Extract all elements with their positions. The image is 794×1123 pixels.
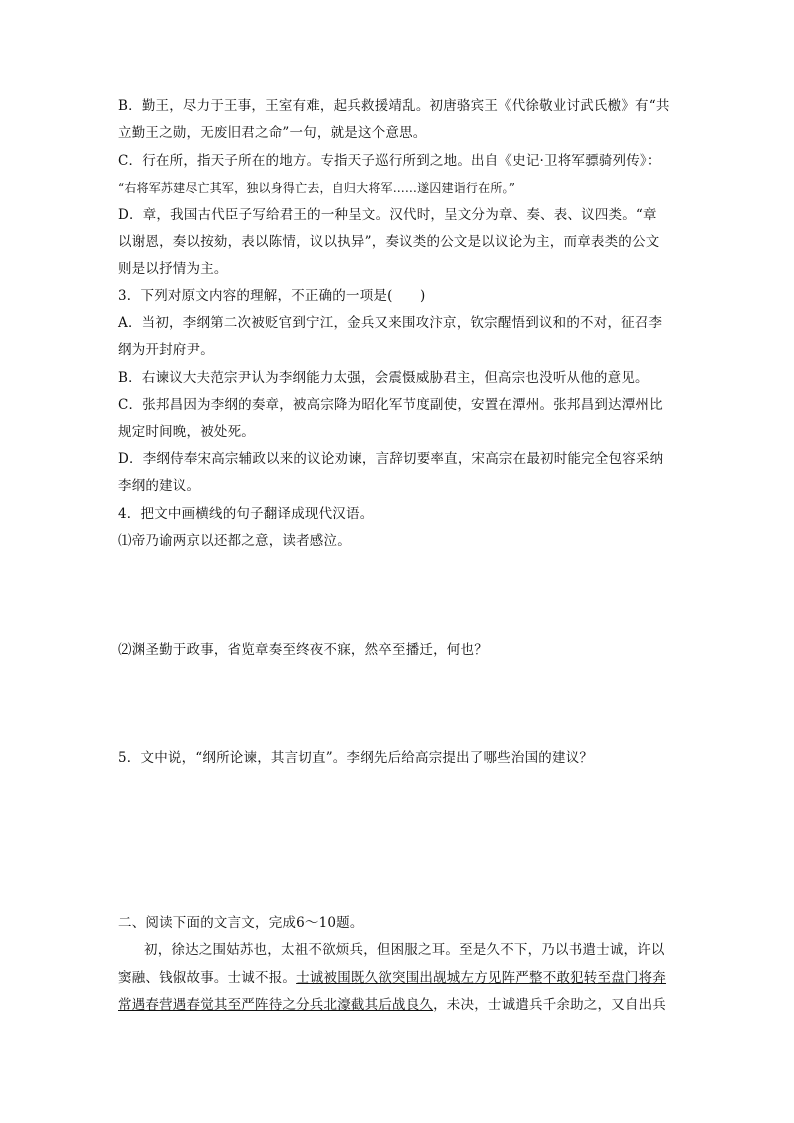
part-2-title: 二、阅读下面的文言文，完成6～10题。	[118, 915, 364, 931]
option-d-line-1: D．章，我国古代臣子写给君王的一种呈文。汉代时，呈文分为章、奏、表、议四类。“章	[118, 207, 657, 223]
option-c-line-1: C．行在所，指天子所在的地方。专指天子巡行所到之地。出自《史记·卫将军骠骑列传》：	[118, 153, 661, 169]
question-5-stem: 5．文中说，“纲所论谏，其言切直”。李纲先后给高宗提出了哪些治国的建议？	[118, 750, 594, 766]
question-4-stem: 4．把文中画横线的句子翻译成现代汉语。	[118, 506, 374, 522]
q3-option-b: B．右谏议大夫范宗尹认为李纲能力太强，会震慑威胁君主，但高宗也没听从他的意见。	[118, 370, 649, 386]
option-c-quote: “右将军苏建尽亡其军，独以身得亡去，自归大将军……遂囚建诣行在所。”	[118, 181, 516, 195]
q3-option-a-line-2: 纲为开封府尹。	[118, 342, 214, 358]
underlined-sentence-part-2: 常遇春营遇春觉其至严阵待之分兵北濠截其后战良久	[118, 997, 434, 1013]
q3-option-a-line-1: A．当初，李纲第二次被贬官到宁江，金兵又来围攻汴京，钦宗醒悟到议和的不对，征召李	[118, 315, 663, 331]
q4-sentence-1: ⑴帝乃谕两京以还都之意，读者感泣。	[118, 533, 351, 549]
passage-line-2-text: 窦融、钱俶故事。士诚不报。	[118, 970, 297, 986]
passage-line-3-text: ，未决，士诚遣兵千余助之，又自出兵	[433, 997, 667, 1013]
option-b-line-2: 立勤王之勋，无废旧君之命”一句，就是这个意思。	[118, 125, 427, 141]
q3-option-d-line-2: 李纲的建议。	[118, 478, 201, 494]
passage-line-2	[118, 968, 666, 988]
underlined-sentence-part-1: 士诚被围既久欲突围出觇城左方见阵严整不敢犯转至盘门将奔	[296, 970, 667, 986]
q4-sentence-2: ⑵渊圣勤于政事，省览章奏至终夜不寐，然卒至播迁，何也？	[118, 642, 488, 658]
question-3-stem: 3．下列对原文内容的理解，不正确的一项是( )	[118, 288, 426, 304]
passage-line-1: 初，徐达之围姑苏也，太祖不欲烦兵，但困服之耳。至是久不下，乃以书遣士诚，许以	[144, 942, 665, 958]
option-b-line-1: B．勤王，尽力于王事，王室有难，起兵救援靖乱。初唐骆宾王《代徐敬业讨武氏檄》有“共	[118, 98, 670, 114]
option-d-line-2: 以谢恩，奏以按劾，表以陈情，议以执异”，奏议类的公文是以议论为主，而章表类的公文	[118, 234, 660, 250]
passage-line-3	[118, 995, 666, 1015]
q3-option-c-line-1: C．张邦昌因为李纲的奏章，被高宗降为昭化军节度副使，安置在潭州。张邦昌到达潭州比	[118, 397, 663, 413]
option-d-line-3: 则是以抒情为主。	[118, 261, 228, 277]
q3-option-d-line-1: D．李纲侍奉宋高宗辅政以来的议论劝谏，言辞切要率直，宋高宗在最初时能完全包容采纳	[118, 451, 664, 467]
q3-option-c-line-2: 规定时间晚，被处死。	[118, 424, 255, 440]
